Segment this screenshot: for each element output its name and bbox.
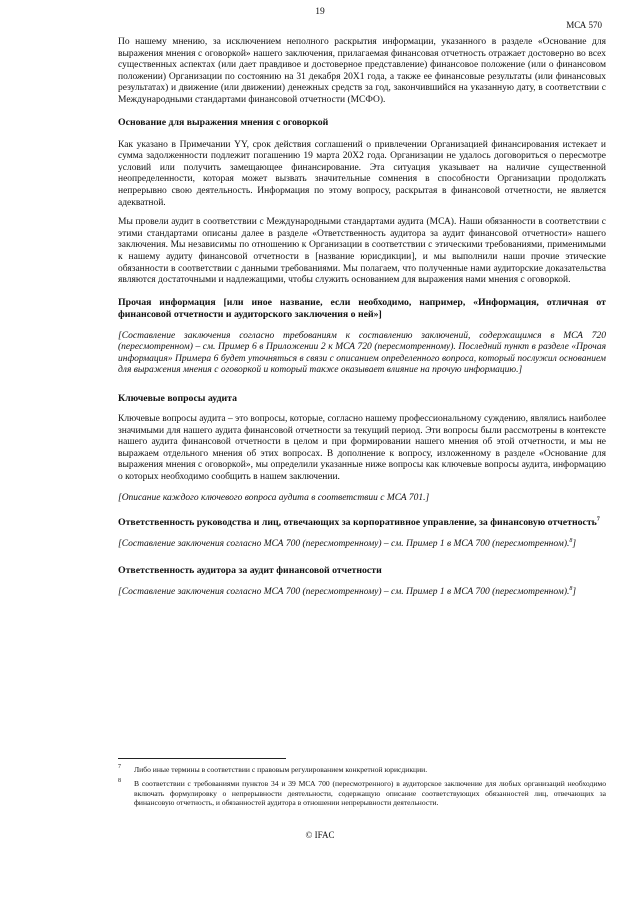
management-responsibility-note: [118, 539, 606, 551]
heading-basis-qualified-opinion: Основание для выражения мнения с оговоркой: [118, 116, 329, 128]
footnote-separator: [118, 758, 286, 759]
document-code: МСА 570: [566, 20, 602, 30]
footnote-ref-7: 7: [596, 516, 600, 523]
auditor-note-text: [Составление заключения согласно МСА 700 (пересмотренному) – см. Пример 1 в МСА 700 (пересмотренном).: [118, 586, 570, 597]
management-note-text: [Составление заключения согласно МСА 700 (пересмотренному) – см. Пример 1 в МСА 700 (пересмотренном).: [118, 539, 570, 550]
heading-other-information: Прочая информация [или иное название, если необходимо, например, «Информация, отличная от финансовой отчетности и аудиторского заключения о ней»]: [118, 296, 606, 320]
footnote-7: [118, 765, 606, 774]
key-audit-matters-note: [Описание каждого ключевого вопроса аудита в соответствии с МСА 701.]: [118, 492, 430, 503]
heading-management-responsibility: [118, 517, 606, 529]
heading-key-audit-matters: Ключевые вопросы аудита: [118, 393, 237, 405]
footnotes: [118, 765, 606, 813]
footnote-mark: 7: [118, 764, 121, 770]
opinion-paragraph: По нашему мнению, за исключением неполного раскрытия информации, указанного в разделе «Основание для выражения мнения с оговоркой» нашего заключения, прилагаемая финансовая отчетность отражает достоверно во всех существенных аспектах (или дает правдивое и достоверное представление) финансовое положение (или о финансовом положении) Организации по состоянию на 31 декабря 20X1 года, а также ее финансовые результаты (или финансовых результатах) и движение (или движении) денежных средств за год, закончившийся на указанную дату, в соответствии с Международными стандартами финансовой отчетности (МСФО).: [118, 37, 606, 105]
document-body: [118, 37, 606, 598]
audit-standards-paragraph: Мы провели аудит в соответствии с Международными стандартами аудита (МСА). Наши обязанности в соответствии с этими стандартами описаны далее в разделе «Ответственность аудитора за аудит финансовой отчетности» нашего заключения. Мы независимы по отношению к Организации в соответствии с этическими требованиями, применимыми к нашему аудиту финансовой отчетности в [название юрисдикции], и мы выполнили наши прочие этические обязанности в соответствии с данными требованиями. Мы полагаем, что полученные нами аудиторские доказательства являются достаточными и надлежащими, чтобы служить основанием для выражения нами мнения с оговоркой.: [118, 217, 606, 286]
footnote-mark: 8: [118, 778, 121, 785]
footnote-ref-8: 8: [569, 585, 573, 592]
footnote-text: Либо иные термины в соответствии с правовым регулированием конкретной юрисдикции.: [134, 765, 428, 774]
auditor-note-close: ]: [572, 586, 577, 597]
key-audit-matters-paragraph: Ключевые вопросы аудита – это вопросы, которые, согласно нашему профессиональному суждению, являлись наиболее значимыми для нашего аудита финансовой отчетности за текущий период. Эти вопросы были рассмотрены в контексте нашего аудита финансовой отчетности в целом и при формировании нашего мнения об этой отчетности, и мы не выражаем отдельного мнения об этих вопросах. В дополнение к вопросу, изложенному в разделе «Основание для выражения мнения с оговоркой», мы определили указанные ниже вопросы как ключевые вопросы аудита, информацию о которых необходимо сообщить в нашем заключении.: [118, 414, 606, 483]
basis-paragraph: Как указано в Примечании YY, срок действия соглашений о привлечении Организацией финансирования истекает и сумма задолженности подлежит погашению 19 марта 20X2 года. Организации не удалось договориться о пересмотре условий или получить замещающее финансирование. Эта ситуация указывает на наличие существенной неопределенности, которая может вызвать значительные сомнения в способности Организации продолжать непрерывно свою деятельность. Информация по этому вопросу, раскрытая в финансовой отчетности, не является адекватной.: [118, 139, 606, 208]
auditor-responsibility-note: [118, 587, 606, 599]
management-note-close: ]: [572, 539, 577, 550]
footnote-ref-8: 8: [569, 538, 573, 545]
heading-management-text: Ответственность руководства и лиц, отвечающих за корпоративное управление, за финансовую отчетность: [118, 517, 597, 529]
other-information-note: [Составление заключения согласно требованиям к составлению заключений, содержащимся в МСА 720 (пересмотренном) – см. Пример 6 в Приложении 2 к МСА 720 (пересмотренному). Последний пункт в разделе «Прочая информация» Примера 6 будет уточняться в связи с описанием определенного вопроса, который послужил основанием для выражения мнения с оговоркой и который также оказывает влияние на прочую информацию.]: [118, 330, 606, 376]
heading-auditor-responsibility: Ответственность аудитора за аудит финансовой отчетности: [118, 564, 382, 576]
copyright-footer: © IFAC: [305, 830, 335, 840]
footnote-text: В соответствии с требованиями пунктов 34 и 39 МСА 700 (пересмотренного) в аудиторское заключение для любых организаций необходимо включать формулировку о непрерывности деятельности, содержащую описание соответствующих обязанностей лиц, отвечающих за финансовую отчетность, и обязанностей аудитора в отношении непрерывности деятельности.: [134, 779, 606, 808]
footnote-8: [118, 779, 606, 807]
page-number: 19: [315, 7, 325, 17]
